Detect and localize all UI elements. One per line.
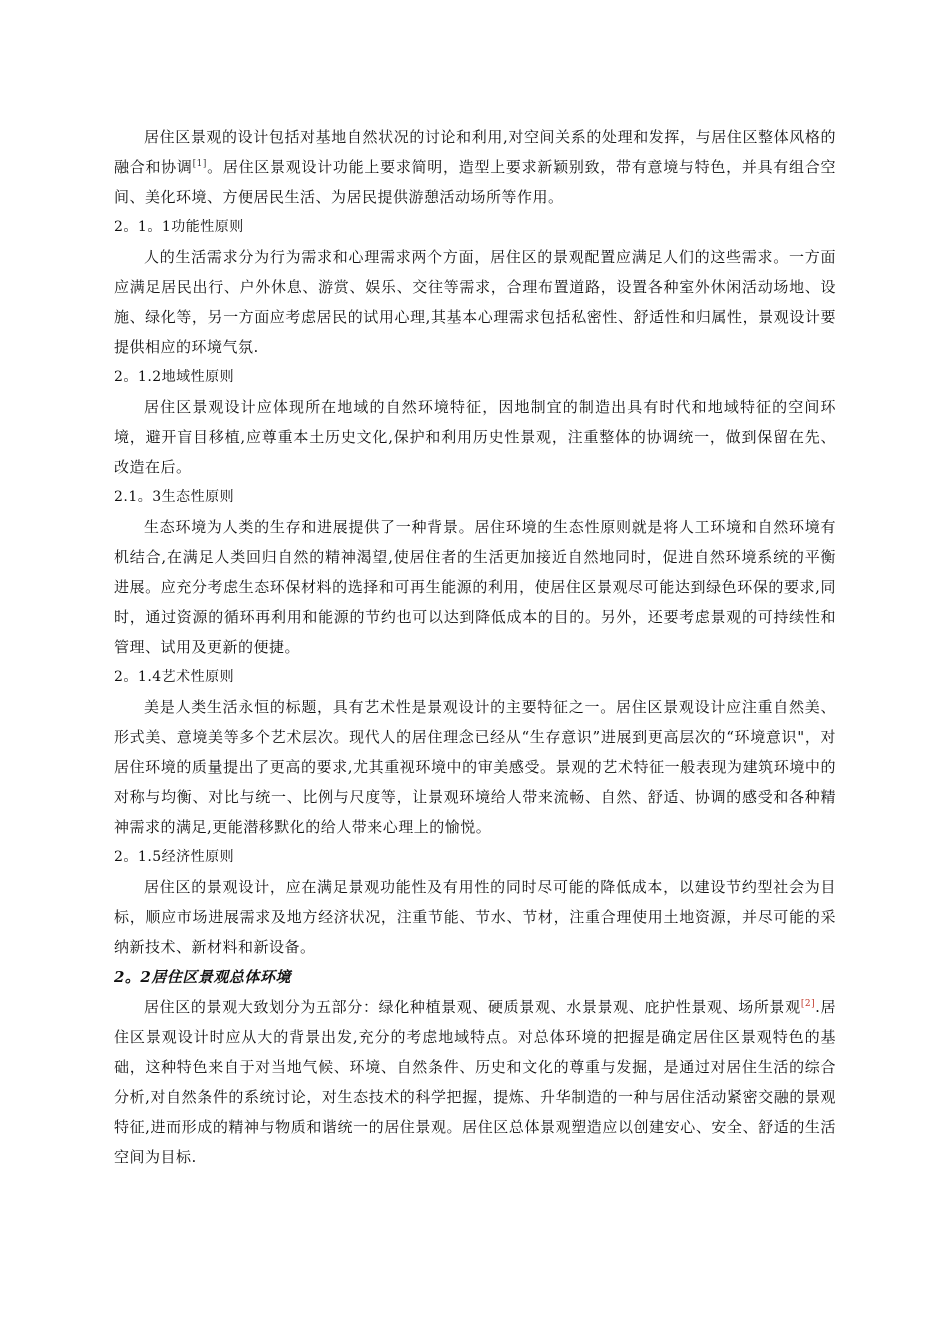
paragraph-functional-principle: 人的生活需求分为行为需求和心理需求两个方面，居住区的景观配置应满足人们的这些需求。一方面应满足居民出行、户外休息、游赏、娱乐、交往等需求，合理布置道路，设置各种室外休闲活动场地、设施、绿化等，另一方面应考虑居民的试用心理,其基本心理需求包括私密性、舒适性和归属性，景观设计要提供相应的环境气氛.	[114, 248, 836, 356]
heading-artistic-principle: 2。1.4艺术性原则	[114, 669, 235, 685]
overall-text-a: 居住区的景观大致划分为五部分：绿化种植景观、硬质景观、水景景观、庇护性景观、场所景观	[144, 998, 801, 1016]
intro-text-b: 。居住区景观设计功能上要求简明，造型上要求新颖别致，带有意境与特色，并具有组合空间、美化环境、方便居民生活、为居民提供游憩活动场所等作用。	[114, 158, 836, 206]
paragraph-overall-environment	[114, 992, 836, 1172]
intro-paragraph	[114, 122, 836, 212]
citation-ref-1: [1]	[192, 159, 207, 169]
heading-functional-principle: 2。1。1功能性原则	[114, 219, 244, 235]
paragraph-artistic-principle: 美是人类生活永恒的标题，具有艺术性是景观设计的主要特征之一。居住区景观设计应注重自然美、形式美、意境美等多个艺术层次。现代人的居住理念已经从“生存意识”进展到更高层次的“环境意识"，对居住环境的质量提出了更高的要求,尤其重视环境中的审美感受。景观的艺术特征一般表现为建筑环境中的对称与均衡、对比与统一、比例与尺度等，让景观环境给人带来流畅、自然、舒适、协调的感受和各种精神需求的满足,更能潜移默化的给人带来心理上的愉悦。	[114, 698, 836, 836]
heading-ecological-principle: 2.1。3生态性原则	[114, 489, 235, 505]
intro-text-a: 居住区景观的设计包括对基地自然状况的讨论和利用,对空间关系的处理和发挥，与居住区整体风格的融合和协调	[114, 128, 836, 176]
paragraph-ecological-principle: 生态环境为人类的生存和进展提供了一种背景。居住环境的生态性原则就是将人工环境和自然环境有机结合,在满足人类回归自然的精神渴望,使居住者的生活更加接近自然地同时，促进自然环境系统的平衡进展。应充分考虑生态环保材料的选择和可再生能源的利用，使居住区景观尽可能达到绿色环保的要求,同时，通过资源的循环再利用和能源的节约也可以达到降低成本的目的。另外，还要考虑景观的可持续性和管理、试用及更新的便捷。	[114, 518, 836, 656]
overall-text-b: .居住区景观设计时应从大的背景出发,充分的考虑地域特点。对总体环境的把握是确定居住区景观特色的基础，这种特色来自于对当地气候、环境、自然条件、历史和文化的尊重与发掘，是通过对居住生活的综合分析,对自然条件的系统讨论，对生态技术的科学把握，提炼、升华制造的一种与居住活动紧密交融的景观特征,进而形成的精神与物质和谐统一的居住景观。居住区总体景观塑造应以创建安心、安全、舒适的生活空间为目标.	[114, 998, 836, 1166]
document-page	[114, 122, 836, 1172]
heading-economic-principle: 2。1.5经济性原则	[114, 849, 235, 865]
heading-regional-principle: 2。1.2地域性原则	[114, 369, 235, 385]
citation-ref-2: [2]	[800, 999, 816, 1009]
heading-overall-environment: 2。2居住区景观总体环境	[114, 968, 291, 986]
paragraph-economic-principle: 居住区的景观设计，应在满足景观功能性及有用性的同时尽可能的降低成本，以建设节约型社会为目标，顺应市场进展需求及地方经济状况，注重节能、节水、节材，注重合理使用土地资源，并尽可能的采纳新技术、新材料和新设备。	[114, 878, 836, 956]
paragraph-regional-principle: 居住区景观设计应体现所在地域的自然环境特征，因地制宜的制造出具有时代和地域特征的空间环境，避开盲目移植,应尊重本土历史文化,保护和利用历史性景观，注重整体的协调统一，做到保留在先、改造在后。	[114, 398, 836, 476]
